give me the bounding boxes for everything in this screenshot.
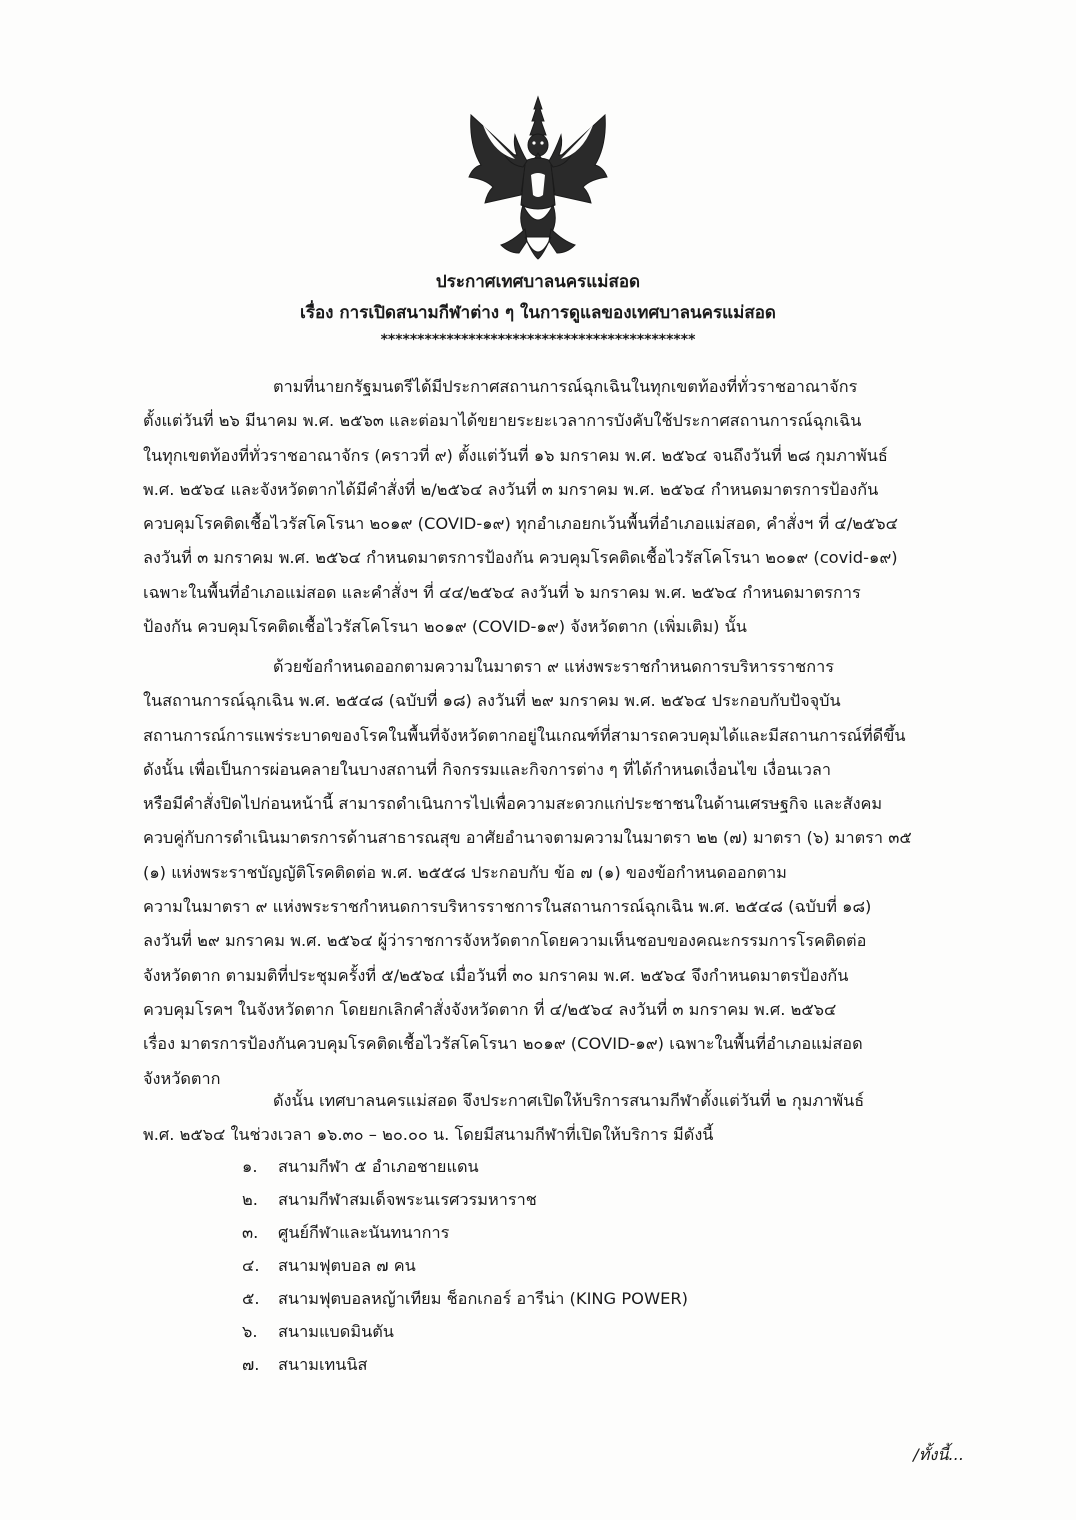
text-line: พ.ศ. ๒๕๖๔ ในช่วงเวลา ๑๖.๓๐ – ๒๐.๐๐ น. โดยมีสนามกีฬาที่เปิดให้บริการ มีดังนี้ <box>143 1125 714 1145</box>
text-line: (๑) แห่งพระราชบัญญัติโรคติดต่อ พ.ศ. ๒๕๕๘ ประกอบกับ ข้อ ๗ (๑) ของข้อกำหนดออกตาม <box>143 862 787 882</box>
list-item <box>242 1282 688 1315</box>
garuda-emblem-icon <box>463 95 613 265</box>
list-item <box>242 1183 688 1216</box>
list-number: ๖. <box>242 1322 258 1341</box>
text-line: ความในมาตรา ๙ แห่งพระราชกำหนดการบริหารราชการในสถานการณ์ฉุกเฉิน พ.ศ. ๒๕๔๘ (ฉบับที่ ๑๘) <box>143 897 872 917</box>
text-line: จังหวัดตาก ตามมติที่ประชุมครั้งที่ ๕/๒๕๖๔ เมื่อวันที่ ๓๐ มกราคม พ.ศ. ๒๕๖๔ จึงกำหนดมาตรป้องกัน <box>143 965 849 985</box>
text-line: ควบคุมโรคติดเชื้อไวรัสโคโรนา ๒๐๑๙ (COVID-๑๙) ทุกอำเภอยกเว้นพื้นที่อำเภอแม่สอด, คำสั่งฯ ที่ ๔/๒๕๖๔ <box>143 514 898 534</box>
text-line: พ.ศ. ๒๕๖๔ และจังหวัดตากได้มีคำสั่งที่ ๒/๒๕๖๔ ลงวันที่ ๓ มกราคม พ.ศ. ๒๕๖๔ กำหนดมาตรการป้องกัน <box>143 479 879 499</box>
text-line: สถานการณ์การแพร่ระบาดของโรคในพื้นที่จังหวัดตากอยู่ในเกณฑ์ที่สามารถควบคุมได้และมีสถานการณ์ที่ดีขึ้น <box>143 725 906 745</box>
venue-name: สนามฟุตบอล ๗ คน <box>278 1256 416 1275</box>
text-line: ควบคู่กับการดำเนินมาตรการด้านสาธารณสุข อาศัยอำนาจตามความในมาตรา ๒๒ (๗) มาตรา (๖) มาตรา ๓๕ <box>143 828 912 848</box>
list-number: ๓. <box>242 1223 259 1242</box>
paragraph-announcement <box>143 1084 960 1153</box>
text-line: ดังนั้น เทศบาลนครแม่สอด จึงประกาศเปิดให้บริการสนามกีฬาตั้งแต่วันที่ ๒ กุมภาพันธ์ <box>273 1091 865 1110</box>
text-line: ป้องกัน ควบคุมโรคติดเชื้อไวรัสโคโรนา ๒๐๑๙ (COVID-๑๙) จังหวัดตาก (เพิ่มเติม) นั้น <box>143 617 747 637</box>
list-number: ๒. <box>242 1190 258 1209</box>
venue-name: สนามเทนนิส <box>278 1355 368 1374</box>
paragraph-background <box>143 370 960 644</box>
text-line: ด้วยข้อกำหนดออกตามความในมาตรา ๙ แห่งพระราชกำหนดการบริหารราชการ <box>273 657 834 676</box>
list-item <box>242 1249 688 1282</box>
announcement-subject: เรื่อง การเปิดสนามกีฬาต่าง ๆ ในการดูแลของเทศบาลนครแม่สอด <box>300 303 776 323</box>
list-item <box>242 1150 688 1183</box>
list-number: ๑. <box>242 1157 258 1176</box>
separator-line: ******************************************* <box>380 332 696 348</box>
text-line: เรื่อง มาตรการป้องกันควบคุมโรคติดเชื้อไวรัสโคโรนา ๒๐๑๙ (COVID-๑๙) เฉพาะในพื้นที่อำเภอแม่สอด <box>143 1034 863 1054</box>
continuation-marker: /ทั้งนี้... <box>913 1445 964 1464</box>
list-item <box>242 1216 688 1249</box>
text-line: ควบคุมโรคฯ ในจังหวัดตาก โดยยกเลิกคำสั่งจังหวัดตาก ที่ ๔/๒๕๖๔ ลงวันที่ ๓ มกราคม พ.ศ. ๒๕๖๔ <box>143 999 837 1019</box>
text-line: จังหวัดตาก <box>143 1068 221 1088</box>
text-line: หรือมีคำสั่งปิดไปก่อนหน้านี้ สามารถดำเนินการไปเพื่อความสะดวกแก่ประชาชนในด้านเศรษฐกิจ และสังคม <box>143 794 883 814</box>
list-item <box>242 1348 688 1381</box>
text-line: ดังนั้น เพื่อเป็นการผ่อนคลายในบางสถานที่ กิจกรรมและกิจการต่าง ๆ ที่ได้กำหนดเงื่อนไข เงื่อนเวลา <box>143 759 831 779</box>
text-line: เฉพาะในพื้นที่อำเภอแม่สอด และคำสั่งฯ ที่ ๔๔/๒๕๖๔ ลงวันที่ ๖ มกราคม พ.ศ. ๒๕๖๔ กำหนดมาตรการ <box>143 582 861 602</box>
venue-name: สนามแบดมินตัน <box>278 1322 394 1341</box>
list-number: ๗. <box>242 1355 260 1374</box>
list-number: ๔. <box>242 1256 260 1275</box>
text-line: ในทุกเขตท้องที่ทั่วราชอาณาจักร (คราวที่ ๙) ตั้งแต่วันที่ ๑๖ มกราคม พ.ศ. ๒๕๖๔ จนถึงวันที่ ๒๘ กุมภาพันธ์ <box>143 445 888 465</box>
venue-name: สนามกีฬา ๕ อำเภอชายแดน <box>278 1157 479 1176</box>
text-line: ลงวันที่ ๒๙ มกราคม พ.ศ. ๒๕๖๔ ผู้ว่าราชการจังหวัดตากโดยความเห็นชอบของคณะกรรมการโรคติดต่อ <box>143 931 867 951</box>
list-number: ๕. <box>242 1289 260 1308</box>
text-line: ตามที่นายกรัฐมนตรีได้มีประกาศสถานการณ์ฉุกเฉินในทุกเขตท้องที่ทั่วราชอาณาจักร <box>273 377 858 396</box>
text-line: ลงวันที่ ๓ มกราคม พ.ศ. ๒๕๖๔ กำหนดมาตรการป้องกัน ควบคุมโรคติดเชื้อไวรัสโคโรนา ๒๐๑๙ (covid-๑๙) <box>143 548 898 568</box>
list-item <box>242 1315 688 1348</box>
text-line: ตั้งแต่วันที่ ๒๖ มีนาคม พ.ศ. ๒๕๖๓ และต่อมาได้ขยายระยะเวลาการบังคับใช้ประกาศสถานการณ์ฉุกเฉิน <box>143 411 862 431</box>
venue-list <box>242 1150 688 1381</box>
text-line: ในสถานการณ์ฉุกเฉิน พ.ศ. ๒๕๔๘ (ฉบับที่ ๑๘) ลงวันที่ ๒๙ มกราคม พ.ศ. ๒๕๖๔ ประกอบกับปัจจุบัน <box>143 691 841 711</box>
announcement-title: ประกาศเทศบาลนครแม่สอด <box>435 272 641 292</box>
venue-name: สนามกีฬาสมเด็จพระนเรศวรมหาราช <box>278 1190 537 1209</box>
venue-name: ศูนย์กีฬาและนันทนาการ <box>278 1223 450 1242</box>
paragraph-legal-basis <box>143 650 960 1096</box>
venue-name: สนามฟุตบอลหญ้าเทียม ช็อกเกอร์ อารีน่า (KING POWER) <box>278 1289 689 1308</box>
